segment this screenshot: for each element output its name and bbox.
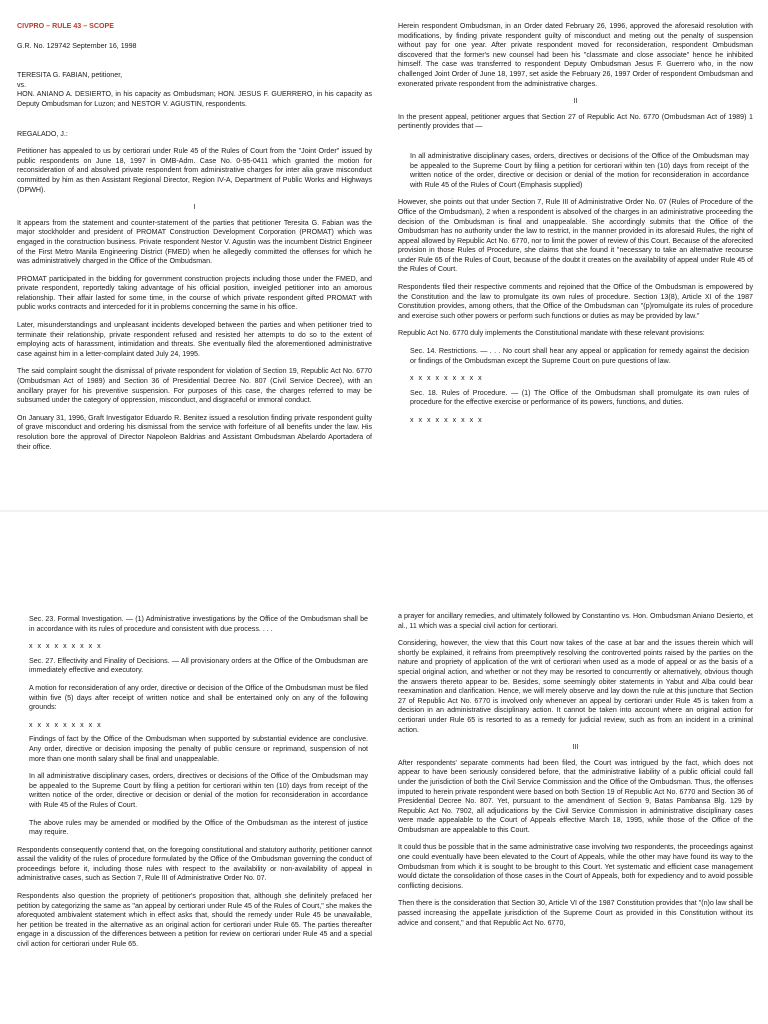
party-respondents: HON. ANIANO A. DESIERTO, in his capacity as Ombudsman; HON. JESUS F. GUERRERO, in his capacity as Deputy Ombudsman for Luzon; and NESTOR V. AGUSTIN, respondents. bbox=[17, 90, 372, 108]
quoted-provision: In all administrative disciplinary cases, orders, directives or decisions of the Office of the Ombudsman may be appealed to the Supreme Court by filing a petition for certiorari within ten (10) days from receipt of the written notice of the order, directive or decision or denial of the motion for reconsideration in accordance with Rule 45 of the Rules of Court. bbox=[29, 772, 368, 809]
party-petitioner: TERESITA G. FABIAN, petitioner, bbox=[17, 71, 123, 80]
quoted-provision: Findings of fact by the Office of the Ombudsman when supported by substantial evidence are conclusive. Any order, directive or decision imposing the penalty of public censure or reprimand, suspension of not more than one month salary shall be final and unappealable. bbox=[29, 735, 368, 763]
paragraph: a prayer for ancillary remedies, and ultimately followed by Constantino vs. Hon. Ombudsman Aniano Desierto, et al., 11 which was a special civil action for certiorari. bbox=[398, 612, 753, 630]
paragraph: Later, misunderstandings and unpleasant incidents developed between the parties and when petitioner tried to terminate their relationship, private respondent refused and resisted her attempts to do so to the extent of employing acts of harassment, intimidation and threats. She eventually filed the aforementioned administrative case against him in a letter-complaint dated July 24, 1995. bbox=[17, 321, 372, 358]
paragraph: Republic Act No. 6770 duly implements the Constitutional mandate with these relevant provisions: bbox=[398, 329, 705, 338]
paragraph: Then there is the consideration that Section 30, Article VI of the 1987 Constitution provides that "(n)o law shall be passed increasing the appellate jurisdiction of the Supreme Court as provided in this Constitution without its advice and consent," and that Republic Act No. 6770, bbox=[398, 899, 753, 927]
document-title: CIVPRO – RULE 43 – SCOPE bbox=[17, 22, 114, 30]
paragraph: On January 31, 1996, Graft Investigator Eduardo R. Benitez issued a resolution finding private respondent guilty of grave misconduct and ordering his dismissal from the service with forfeiture of all benefits under the law. His resolution bore the approval of Director Napoleon Baldrias and Assistant Ombudsman Abelardo Aportadera of their office. bbox=[17, 413, 372, 451]
quoted-provision: A motion for reconsideration of any order, directive or decision of the Office of the Ombudsman must be filed within five (5) days after receipt of written notice and shall be entertained only on any of the following grounds: bbox=[29, 683, 368, 712]
quoted-provision: Sec. 23. Formal Investigation. — (1) Administrative investigations by the Office of the Ombudsman shall be in accordance with its rules of procedure and consistent with due process. . . . bbox=[29, 615, 368, 633]
party-versus: vs. bbox=[17, 80, 27, 89]
quoted-provision: The above rules may be amended or modified by the Office of the Ombudsman as the interest of justice may require. bbox=[29, 818, 368, 837]
paragraph: It could thus be possible that in the same administrative case involving two respondents, the proceedings against one could eventually have been elevated to the Court of Appeals, while the other may have found its way to the Ombudsman from which it is sought to be brought to this Court. Yet systematic and efficient case management would dictate the consolidation of those cases in the Court of Appeals, both for expediency and to avoid possible conflicting decisions. bbox=[398, 843, 753, 890]
paragraph: PROMAT participated in the bidding for government construction projects including those under the FMED, and private respondent, reportedly taking advantage of his official position, inveigled petitioner into an amorous relationship. Their affair lasted for some time, in the course of which private respondent gifted PROMAT with public works contracts and interceded for it in problems concerning the same in his office. bbox=[17, 274, 372, 312]
omission-marker: x x x x x x x x x bbox=[29, 720, 103, 729]
paragraph: Respondents consequently contend that, on the foregoing constitutional and statutory authority, petitioner cannot assail the validity of the rules of procedure formulated by the Office of the Ombudsman governing the conduct of proceedings before it, including those rules with respect to the availability or non-availability of appeal in administrative cases, such as Section 7, Rule III of Administrative Order No. 07. bbox=[17, 845, 372, 883]
quoted-provision: In all administrative disciplinary cases, orders, directives or decisions of the Office of the Ombudsman may be appealed to the Supreme Court by filing a petition for certiorari within ten (10) days from receipt of the written notice of the order, directive or decision or denial of the motion for reconsideration in accordance with Rule 45 of the Rules of Court (Emphasis supplied) bbox=[410, 151, 749, 189]
section-number: I bbox=[193, 203, 196, 212]
paragraph: Petitioner has appealed to us by certiorari under Rule 45 of the Rules of Court from the "Joint Order" issued by public respondents on June 18, 1997 in OMB-Adm. Case No. 0-95-0411 which granted the motion for reconsideration of and absolved private respondent from administrative charges for inter alia grave misconduct committed by him as then Assistant Regional Director, Region IV-A, Department of Public Works and Highways (DPWH). bbox=[17, 147, 372, 194]
paragraph: Herein respondent Ombudsman, in an Order dated February 26, 1996, approved the aforesaid resolution with modifications, by finding private respondent guilty of misconduct and meting out the penalty of suspension without pay for one year. After private respondent moved for reconsideration, respondent Ombudsman discovered that the former's new counsel had been his "classmate and close associate" hence he inhibited himself. The case was transferred to respondent Deputy Ombudsman Jesus F. Guerrero who, in the now challenged Joint Order of June 18, 1997, set aside the February 26, 1997 Order of respondent Ombudsman and exonerated private respondent from the administrative charges. bbox=[398, 22, 753, 88]
paragraph: In the present appeal, petitioner argues that Section 27 of Republic Act No. 6770 (Ombudsman Act of 1989) 1 pertinently provides that — bbox=[398, 112, 753, 131]
paragraph: Respondents filed their respective comments and rejoined that the Office of the Ombudsman is empowered by the Constitution and the law to promulgate its own rules of procedure. Section 13(8), Article XI of the 1987 Constitution provides, among others, that the Office of the Ombudsman can "(p)romulgate its rules of procedure and exercise such other powers or perform such functions or duties as may be provided by law." bbox=[398, 283, 753, 320]
paragraph: After respondents' separate comments had been filed, the Court was intrigued by the fact, which does not appear to have been seriously considered before, that the administrative liability of a public official could fall under the jurisdiction of both the Civil Service Commission and the Office of the Ombudsman. Thus, the offenses imputed to herein private respondent were based on both Section 19 of Republic Act No. 6770 and Section 36 of Presidential Decree No. 807. Yet, pursuant to the amendment of Section 9, Batas Pambansa Blg. 129 by Republic Act No. 7902, all adjudications by the Civil Service Commission in administrative disciplinary cases were made appealable to the Court of Appeals effective March 18, 1995, while those of the Office of the Ombudsman are appealable to this Court. bbox=[398, 758, 753, 834]
paragraph: It appears from the statement and counter-statement of the parties that petitioner Teresita G. Fabian was the major stockholder and president of PROMAT Construction Development Corporation (PROMAT) which was engaged in the construction business. Private respondent Nestor V. Agustin was the incumbent District Engineer of the First Metro Manila Engineering District (FMED) when he allegedly committed the offenses for which he was administratively charged in the Office of the Ombudsman. bbox=[17, 218, 372, 266]
paragraph: However, she points out that under Section 7, Rule III of Administrative Order No. 07 (Rules of Procedure of the Office of the Ombudsman), 2 when a respondent is absolved of the charges in an administrative proceeding the decision of the Ombudsman is final and unappealable. She accordingly submits that the Office of the Ombudsman has no authority under the law to restrict, in the manner provided in its aforesaid Rules, the right of appeal allowed by Republic Act No. 6770, nor to limit the power of review of this Court. Because of the aforecited provision in those Rules of Procedure, she claims that she found it "necessary to take an alternative recourse under Rule 65 of the Rules of Court, because of the doubt it creates on the availability of appeal under Rule 45 of the Rules of Court. bbox=[398, 198, 753, 274]
quoted-provision: Sec. 27. Effectivity and Finality of Decisions. — All provisionary orders at the Office of the Ombudsman are immediately effective and executory. bbox=[29, 656, 368, 675]
quoted-provision: Sec. 14. Restrictions. — . . . No court shall hear any appeal or application for remedy against the decision or findings of the Ombudsman except the Supreme Court on pure questions of law. bbox=[410, 347, 749, 365]
omission-marker: x x x x x x x x x bbox=[410, 416, 484, 424]
page1-right-column bbox=[398, 0, 753, 512]
page2-right-column bbox=[398, 512, 753, 1024]
document-page-2 bbox=[0, 512, 768, 1024]
section-number: II bbox=[573, 97, 578, 106]
paragraph: Respondents also question the propriety of petitioner's proposition that, although she definitely prefaced her petition by categorizing the same as "an appeal by certiorari under Rule 45 of the Rules of Court," she makes the aforequoted ambivalent statement which in effect asks that, should the remedy under Rule 45 be unavailable, her petition be treated in the alternative as an original action for certiorari under Rule 65. The parties thereafter engage in a discussion of the differences between a petition for review on certiorari under Rule 45 and a special civil action for certiorari under Rule 65. bbox=[17, 892, 372, 949]
paragraph: The said complaint sought the dismissal of private respondent for violation of Section 19, Republic Act No. 6770 (Ombudsman Act of 1989) and Section 36 of Presidential Decree No. 807 (Civil Service Decree), with an ancillary prayer for his preventive suspension. For purposes of this case, the charges referred to may be subsumed under the category of oppression, misconduct, and disgraceful or immoral conduct. bbox=[17, 367, 372, 405]
omission-marker: x x x x x x x x x bbox=[29, 642, 103, 651]
quoted-provision: Sec. 18. Rules of Procedure. — (1) The Office of the Ombudsman shall promulgate its own rules of procedure for the effective exercise or performance of its powers, functions, and duties. bbox=[410, 388, 749, 407]
section-number: III bbox=[572, 743, 579, 752]
case-number: G.R. No. 129742 September 16, 1998 bbox=[17, 41, 137, 50]
ponente: REGALADO, J.: bbox=[17, 129, 68, 138]
page2-left-column bbox=[17, 512, 372, 1024]
paragraph: Considering, however, the view that this Court now takes of the case at bar and the issues therein which will shortly be explained, it refrains from preemptively resolving the controverted points raised by the parties on the nature and propriety of application of the writ of certiorari when used as a mode of appeal or as the basis of a special original action, and whether or not they may be resorted to concurrently or alternatively, obvious though the answers thereto appear to be. Besides, some seemingly obiter statements in Yabut and Alba could bear reexamination and clarification. Hence, we will merely observe and lay down the rule at this juncture that Section 27 of Republic Act No. 6770 is involved only whenever an appeal by certiorari under Rule 45 is taken from a decision in an administrative disciplinary action. It cannot be taken into account where an original action for certiorari under Rule 65 is resorted to as a remedy for judicial review, such as from an incident in a criminal action. bbox=[398, 639, 753, 734]
page1-left-column bbox=[17, 0, 372, 512]
omission-marker: x x x x x x x x x bbox=[410, 374, 484, 383]
